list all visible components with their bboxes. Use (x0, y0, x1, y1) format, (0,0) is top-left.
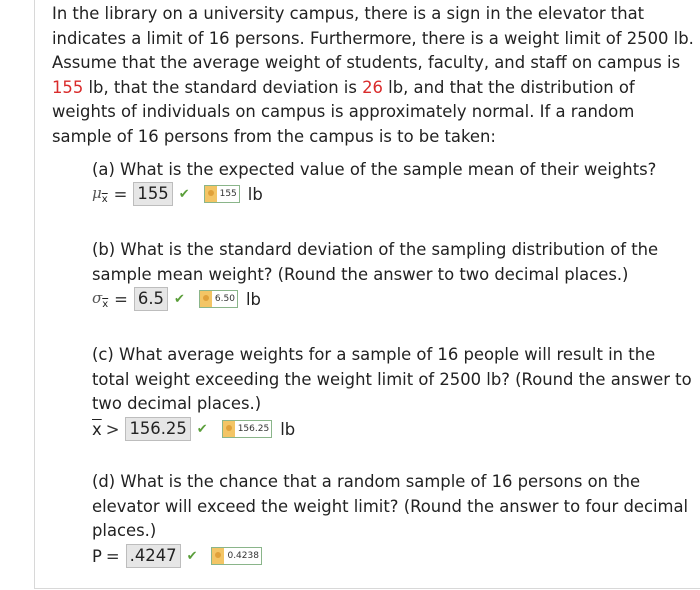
p-symbol: P (92, 546, 102, 566)
unit-b: lb (245, 289, 261, 309)
intro-text-2: lb, that the standard deviation is (83, 77, 363, 97)
answer-key-a[interactable]: 155 (204, 185, 240, 203)
xbar-symbol: $\overline{x}$ (92, 419, 102, 439)
sigma-symbol: $\sigma_{\overline{x}}$ (92, 288, 109, 310)
question-a: (a) What is the expected value of the sample mean of their weights? (92, 160, 657, 179)
key-icon (212, 548, 224, 564)
unit-c: lb (280, 419, 296, 439)
answer-key-b[interactable]: 6.50 (199, 290, 238, 308)
key-icon (205, 186, 217, 202)
answer-row-a: $\mu_{\overline{x}}$ = 155 ✔ 155 lb (92, 183, 263, 205)
answer-key-d[interactable]: 0.4238 (211, 547, 262, 565)
check-icon: ✔ (178, 186, 190, 202)
answer-row-c (92, 416, 295, 442)
intro-sd-value: 26 (362, 77, 383, 97)
check-icon: ✔ (186, 548, 198, 564)
key-icon (223, 421, 235, 437)
answer-row-b: $\sigma_{\overline{x}}$ = 6.5 ✔ 6.50 lb (92, 288, 261, 310)
check-icon: ✔ (173, 291, 185, 307)
mu-symbol: $\mu_{\overline{x}}$ (92, 183, 108, 205)
relation-symbol: > (105, 419, 120, 439)
problem-intro (52, 2, 698, 149)
intro-text-1: In the library on a university campus, there is a sign in the elevator that indicates a limit of 16 persons. Furthermore, there is a weight limit of 2500 lb. Assume that the average weight of students, faculty, and staff on campus is (52, 4, 694, 72)
question-d: (d) What is the chance that a random sample of 16 persons on the elevator will exceed the weight limit? (Round the answer to four decimal places.) (92, 472, 689, 540)
intro-text-3: lb, and that the distribution of weights of individuals on campus is approximately normal. If a random sample of 16 persons from the campus is to be taken: (52, 77, 635, 146)
answer-input-d[interactable]: .4247 (126, 544, 181, 568)
answer-input-a[interactable]: 155 (133, 182, 172, 206)
answer-row-d: P = .4247 ✔ 0.4238 (92, 543, 262, 569)
question-b: (b) What is the standard deviation of the sampling distribution of the sample mean weight? (Round the answer to two decimal places.) (92, 240, 659, 284)
unit-a: lb (247, 184, 263, 204)
answer-input-b[interactable]: 6.5 (134, 287, 168, 311)
answer-key-c[interactable]: 156.25 (222, 420, 273, 438)
check-icon: ✔ (196, 421, 208, 437)
answer-input-c[interactable]: 156.25 (125, 417, 190, 441)
intro-mean-value: 155 (52, 77, 84, 97)
question-c: (c) What average weights for a sample of 16 people will result in the total weight exceeding the weight limit of 2500 lb? (Round the answer to two decimal places.) (92, 345, 692, 413)
key-icon (200, 291, 212, 307)
